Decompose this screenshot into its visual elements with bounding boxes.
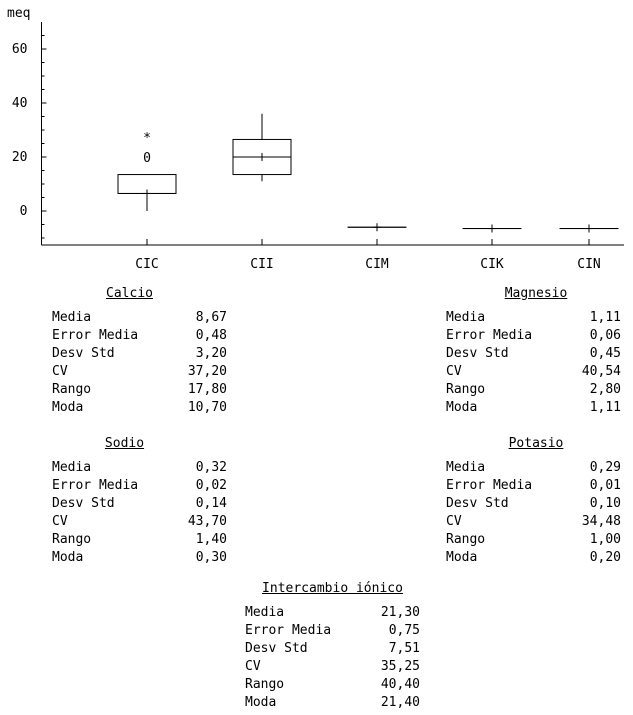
- stats-row: [52, 345, 227, 363]
- stats-row: [52, 531, 227, 549]
- stats-table-magnesio: [446, 309, 621, 417]
- stats-row: [446, 309, 621, 327]
- stats-row: [245, 640, 420, 658]
- stats-value: 37,20: [187, 364, 227, 379]
- x-tick-label: CIC: [135, 257, 159, 272]
- stats-value: 0,45: [589, 346, 621, 361]
- stats-row: [446, 327, 621, 345]
- stats-value: 0,29: [589, 460, 621, 475]
- stats-value: 0,10: [589, 496, 621, 511]
- stats-value: 0,01: [589, 478, 621, 493]
- stats-row: [245, 676, 420, 694]
- stats-label: Error Media: [446, 478, 533, 493]
- x-tick-label: CIK: [480, 257, 504, 272]
- stats-label: Rango: [446, 532, 486, 547]
- stats-block-calcio: [52, 285, 227, 417]
- stats-block-intercambio-ionico: [245, 580, 420, 712]
- stats-row: [446, 459, 621, 477]
- stats-value: 0,06: [589, 328, 621, 343]
- stats-row: [52, 309, 227, 327]
- stats-value: 3,20: [195, 346, 227, 361]
- stats-label: Error Media: [52, 328, 139, 343]
- stats-row: [245, 604, 420, 622]
- stats-value: 40,40: [380, 677, 420, 692]
- outlier-marker: *: [143, 130, 151, 146]
- stats-label: CV: [52, 364, 68, 379]
- stats-value: 0,20: [589, 550, 621, 565]
- stats-label: Moda: [446, 550, 478, 565]
- stats-value: 8,67: [195, 310, 227, 325]
- stats-title-magnesio: Magnesio: [504, 286, 568, 301]
- stats-value: 17,80: [187, 382, 227, 397]
- stats-row: [245, 694, 420, 712]
- stats-label: Error Media: [446, 328, 533, 343]
- stats-label: Error Media: [52, 478, 139, 493]
- stats-value: 0,48: [195, 328, 227, 343]
- stats-label: Media: [446, 310, 486, 325]
- stats-row: [446, 495, 621, 513]
- stats-block-sodio: [52, 435, 227, 567]
- stats-block-magnesio: [446, 285, 621, 417]
- stats-row: [245, 658, 420, 676]
- stats-title-sodio: Sodio: [104, 436, 145, 451]
- stats-row: [245, 622, 420, 640]
- stats-row: [446, 477, 621, 495]
- stats-label: Error Media: [245, 623, 332, 638]
- stats-label: CV: [446, 514, 462, 529]
- stats-value: 34,48: [581, 514, 621, 529]
- box-plot-chart: [0, 0, 633, 285]
- stats-label: Rango: [245, 677, 285, 692]
- stats-label: CV: [52, 514, 68, 529]
- stats-label: Rango: [52, 382, 92, 397]
- stats-title-intercambio-ionico: Intercambio iónico: [262, 581, 403, 596]
- stats-value: 0,30: [195, 550, 227, 565]
- stats-value: 35,25: [380, 659, 420, 674]
- stats-value: 1,11: [589, 310, 621, 325]
- stats-value: 10,70: [187, 400, 227, 415]
- stats-value: 2,80: [589, 382, 621, 397]
- stats-value: 43,70: [187, 514, 227, 529]
- outlier-marker: 0: [143, 151, 151, 166]
- stats-row: [446, 399, 621, 417]
- stats-row: [52, 381, 227, 399]
- y-tick-label: 60: [11, 42, 28, 57]
- stats-value: 21,40: [380, 695, 420, 710]
- y-axis-label: meq: [7, 6, 31, 21]
- stats-value: 0,02: [195, 478, 227, 493]
- stats-block-potasio: [446, 435, 621, 567]
- x-tick-label: CIN: [577, 257, 601, 272]
- x-tick-label: CIM: [365, 257, 389, 272]
- stats-row: [446, 549, 621, 567]
- stats-row: [52, 459, 227, 477]
- stats-label: Media: [245, 605, 285, 620]
- stats-label: Moda: [446, 400, 478, 415]
- stats-value: 0,75: [388, 623, 420, 638]
- x-tick-label: CII: [250, 257, 274, 272]
- stats-row: [446, 363, 621, 381]
- stats-label: CV: [446, 364, 462, 379]
- stats-label: Moda: [52, 400, 84, 415]
- stats-row: [52, 477, 227, 495]
- stats-table-calcio: [52, 309, 227, 417]
- stats-row: [52, 549, 227, 567]
- stats-label: Media: [446, 460, 486, 475]
- stats-value: 21,30: [380, 605, 420, 620]
- stats-value: 40,54: [581, 364, 621, 379]
- stats-row: [52, 399, 227, 417]
- stats-row: [52, 495, 227, 513]
- stats-value: 1,40: [195, 532, 227, 547]
- stats-row: [446, 345, 621, 363]
- stats-row: [52, 363, 227, 381]
- y-tick-label: 40: [11, 96, 28, 111]
- stats-label: Desv Std: [245, 641, 308, 656]
- stats-row: [446, 531, 621, 549]
- stats-value: 0,32: [195, 460, 227, 475]
- stats-table-intercambio-ionico: [245, 604, 420, 712]
- stats-title-potasio: Potasio: [508, 436, 564, 451]
- stats-row: [52, 327, 227, 345]
- stats-row: [446, 381, 621, 399]
- stats-title-calcio: Calcio: [106, 286, 153, 301]
- stats-label: Moda: [245, 695, 277, 710]
- stats-row: [446, 513, 621, 531]
- stats-value: 1,11: [589, 400, 621, 415]
- stats-value: 0,14: [195, 496, 227, 511]
- stats-value: 7,51: [388, 641, 420, 656]
- stats-table-sodio: [52, 459, 227, 567]
- stats-label: Media: [52, 310, 92, 325]
- stats-label: Desv Std: [52, 346, 115, 361]
- stats-label: Moda: [52, 550, 84, 565]
- stats-label: Media: [52, 460, 92, 475]
- y-tick-label: 0: [19, 204, 28, 219]
- stats-label: CV: [245, 659, 261, 674]
- stats-row: [52, 513, 227, 531]
- stats-label: Rango: [52, 532, 92, 547]
- stats-table-potasio: [446, 459, 621, 567]
- stats-label: Desv Std: [446, 496, 509, 511]
- stats-value: 1,00: [589, 532, 621, 547]
- stats-label: Desv Std: [446, 346, 509, 361]
- stats-label: Desv Std: [52, 496, 115, 511]
- stats-label: Rango: [446, 382, 486, 397]
- y-tick-label: 20: [11, 150, 28, 165]
